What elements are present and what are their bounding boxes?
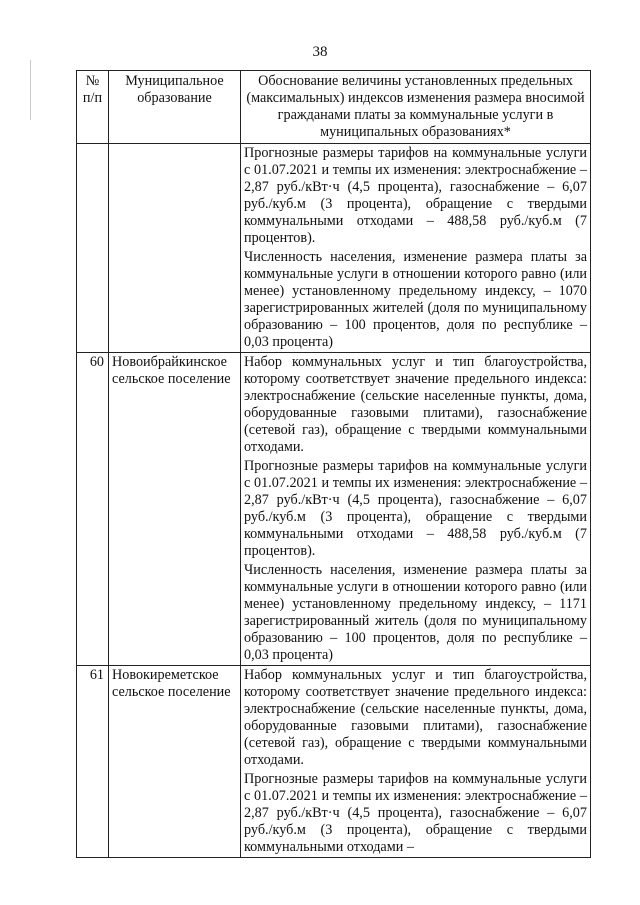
- justification-paragraph: Численность населения, изменение размера платы за коммунальные услуги в отношении которого равно (или менее) установленному предельному индексу, – 1171 зарегистрированный житель (доля по муниципальному образованию – 100 процентов, доля по республике – 0,03 процента): [244, 562, 587, 663]
- row-number: 60: [77, 353, 109, 666]
- justification-paragraph: Набор коммунальных услуг и тип благоустройства, которому соответствует значение предельного индекса: электроснабжение (сельские населенные пункты, дома, оборудованные газовыми плитами), газоснабжение (сетевой газ), обращение с твердыми коммунальными отходами.: [244, 667, 587, 768]
- page-number: 38: [312, 44, 328, 60]
- header-municipality: Муниципальное образование: [109, 71, 241, 144]
- table-row: [77, 353, 591, 666]
- table-header-row: [77, 71, 591, 144]
- justification-paragraph: Прогнозные размеры тарифов на коммунальные услуги с 01.07.2021 и темпы их изменения: электроснабжение – 2,87 руб./кВт·ч (4,5 процента), газоснабжение – 6,07 руб./куб.м (3 процента), обращение с твердыми коммунальными отходами –: [244, 771, 587, 855]
- row-municipality: Новокиреметское сельское поселение: [109, 666, 241, 858]
- table-row: [77, 666, 591, 858]
- row-municipality: [109, 144, 241, 353]
- row-justification: [241, 144, 591, 353]
- justification-paragraph: Численность населения, изменение размера платы за коммунальные услуги в отношении которого равно (или менее) установленному предельному индексу, – 1070 зарегистрированных жителей (доля по муниципальному образованию – 100 процентов, доля по республике – 0,03 процента): [244, 249, 587, 350]
- table-row: [77, 144, 591, 353]
- row-municipality: Новоибрайкинское сельское поселение: [109, 353, 241, 666]
- tariff-justification-table: [76, 70, 591, 858]
- header-justification: Обоснование величины установленных предельных (максимальных) индексов изменения размера вносимой гражданами платы за коммунальные услуги в муниципальных образованиях*: [241, 71, 591, 144]
- justification-paragraph: Прогнозные размеры тарифов на коммунальные услуги с 01.07.2021 и темпы их изменения: электроснабжение – 2,87 руб./кВт·ч (4,5 процента), газоснабжение – 6,07 руб./куб.м (3 процента), обращение с твердыми коммунальными отходами – 488,58 руб./куб.м (7 процентов).: [244, 145, 587, 246]
- header-number: № п/п: [77, 71, 109, 144]
- row-justification: [241, 666, 591, 858]
- row-number: [77, 144, 109, 353]
- row-justification: [241, 353, 591, 666]
- row-number: 61: [77, 666, 109, 858]
- justification-paragraph: Прогнозные размеры тарифов на коммунальные услуги с 01.07.2021 и темпы их изменения: электроснабжение – 2,87 руб./кВт·ч (4,5 процента), газоснабжение – 6,07 руб./куб.м (3 процента), обращение с твердыми коммунальными отходами – 488,58 руб./куб.м (7 процентов).: [244, 458, 587, 559]
- scan-margin-mark: [30, 60, 31, 120]
- justification-paragraph: Набор коммунальных услуг и тип благоустройства, которому соответствует значение предельного индекса: электроснабжение (сельские населенные пункты, дома, оборудованные газовыми плитами), газоснабжение (сетевой газ), обращение с твердыми коммунальными отходами.: [244, 354, 587, 455]
